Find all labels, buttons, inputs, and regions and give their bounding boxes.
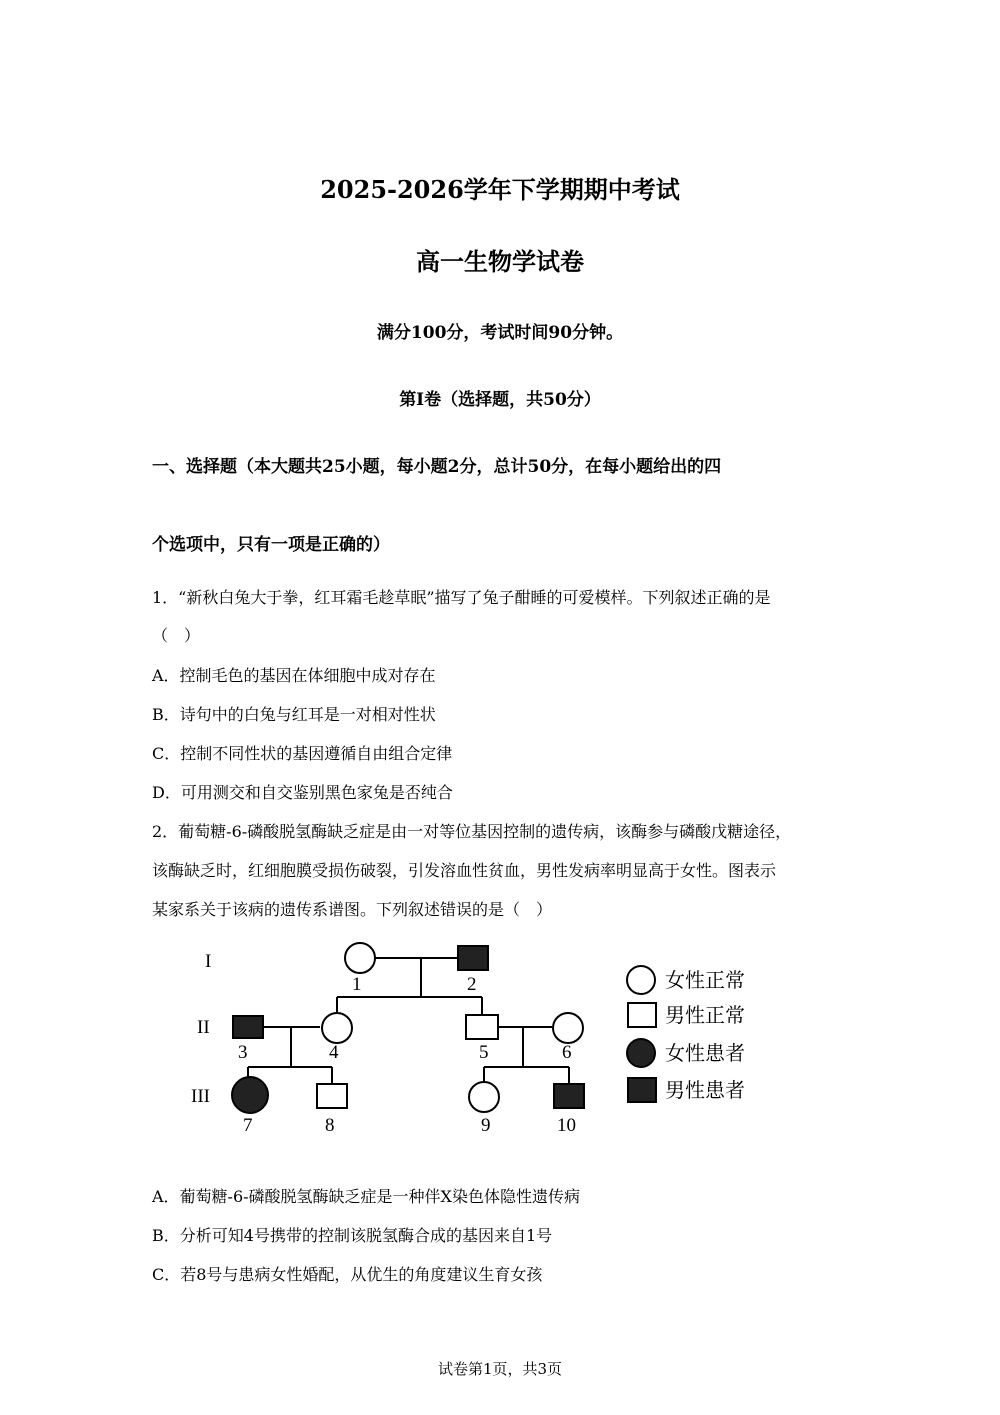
pedigree-individual-6 [553,1013,583,1043]
q2-option-c: C．若8号与患病女性婚配，从优生的角度建议生育女孩 [152,1265,543,1284]
pedigree-individual-2 [458,946,488,970]
q1-option-a: A．控制毛色的基因在体细胞中成对存在 [152,666,436,685]
pedigree-number-3: 3 [238,1042,248,1063]
q1-option-d: D．可用测交和自交鉴别黑色家兔是否纯合 [152,783,453,802]
q2-option-a: A．葡萄糖-6-磷酸脱氢酶缺乏症是一种伴X染色体隐性遗传病 [152,1187,580,1206]
pedigree-number-1: 1 [352,974,362,995]
legend-male-normal-icon [628,1003,656,1027]
q2-option-b: B．分析可知4号携带的控制该脱氢酶合成的基因来自1号 [152,1226,553,1245]
section-heading-line2: 个选项中，只有一项是正确的） [152,535,390,555]
generation-label-3: III [191,1086,210,1107]
legend-female-normal-icon [627,966,655,994]
volume-heading: 第I卷（选择题，共50分） [399,390,601,410]
page-footer: 试卷第1页，共3页 [437,1360,563,1378]
pedigree-individual-5 [466,1015,498,1039]
q1-stem-line1: 1．“新秋白兔大于拳，红耳霜毛趁草眠”描写了兔子酣睡的可爱模样。下列叙述正确的是 [152,588,771,607]
q2-stem-line1: 2．葡萄糖-6-磷酸脱氢酶缺乏症是由一对等位基因控制的遗传病，该酶参与磷酸戊糖途径， [152,822,792,841]
pedigree-individual-9 [469,1082,499,1112]
legend-male-affected-icon [628,1078,656,1102]
legend-male-affected-label: 男性患者 [665,1078,745,1102]
pedigree-number-5: 5 [479,1042,489,1063]
section-heading-line1: 一、选择题（本大题共25小题，每小题2分，总计50分，在每小题给出的四 [152,457,722,477]
legend-female-normal-label: 女性正常 [665,968,745,992]
q1-option-b: B．诗句中的白兔与红耳是一对相对性状 [152,705,436,724]
generation-label-2: II [197,1017,210,1038]
generation-label-1: I [205,951,212,972]
legend-female-affected-icon [627,1039,655,1067]
pedigree-chart [185,940,785,1140]
score-info: 满分100分，考试时间90分钟。 [376,323,624,343]
pedigree-number-8: 8 [325,1115,335,1136]
exam-subject: 高一生物学试卷 [416,247,584,276]
pedigree-individual-4 [322,1013,352,1043]
legend-female-affected-label: 女性患者 [665,1041,745,1065]
pedigree-number-7: 7 [243,1115,253,1136]
pedigree-number-9: 9 [481,1115,491,1136]
exam-title: 2025-2026学年下学期期中考试 [320,175,680,204]
pedigree-number-4: 4 [329,1042,339,1063]
pedigree-individual-3 [233,1016,263,1038]
pedigree-individual-7 [232,1077,268,1113]
pedigree-number-2: 2 [467,974,477,995]
pedigree-number-6: 6 [562,1042,572,1063]
pedigree-individual-1 [345,943,375,973]
q1-stem-line2: （ ） [152,626,201,645]
q2-stem-line3: 某家系关于该病的遗传系谱图。下列叙述错误的是（ ） [152,900,553,919]
q1-option-c: C．控制不同性状的基因遵循自由组合定律 [152,744,453,763]
legend-male-normal-label: 男性正常 [665,1003,745,1027]
q2-stem-line2: 该酶缺乏时，红细胞膜受损伤破裂，引发溶血性贫血，男性发病率明显高于女性。图表示 [152,861,777,880]
pedigree-individual-10 [554,1084,584,1108]
pedigree-individual-8 [317,1084,347,1108]
pedigree-number-10: 10 [557,1115,576,1136]
